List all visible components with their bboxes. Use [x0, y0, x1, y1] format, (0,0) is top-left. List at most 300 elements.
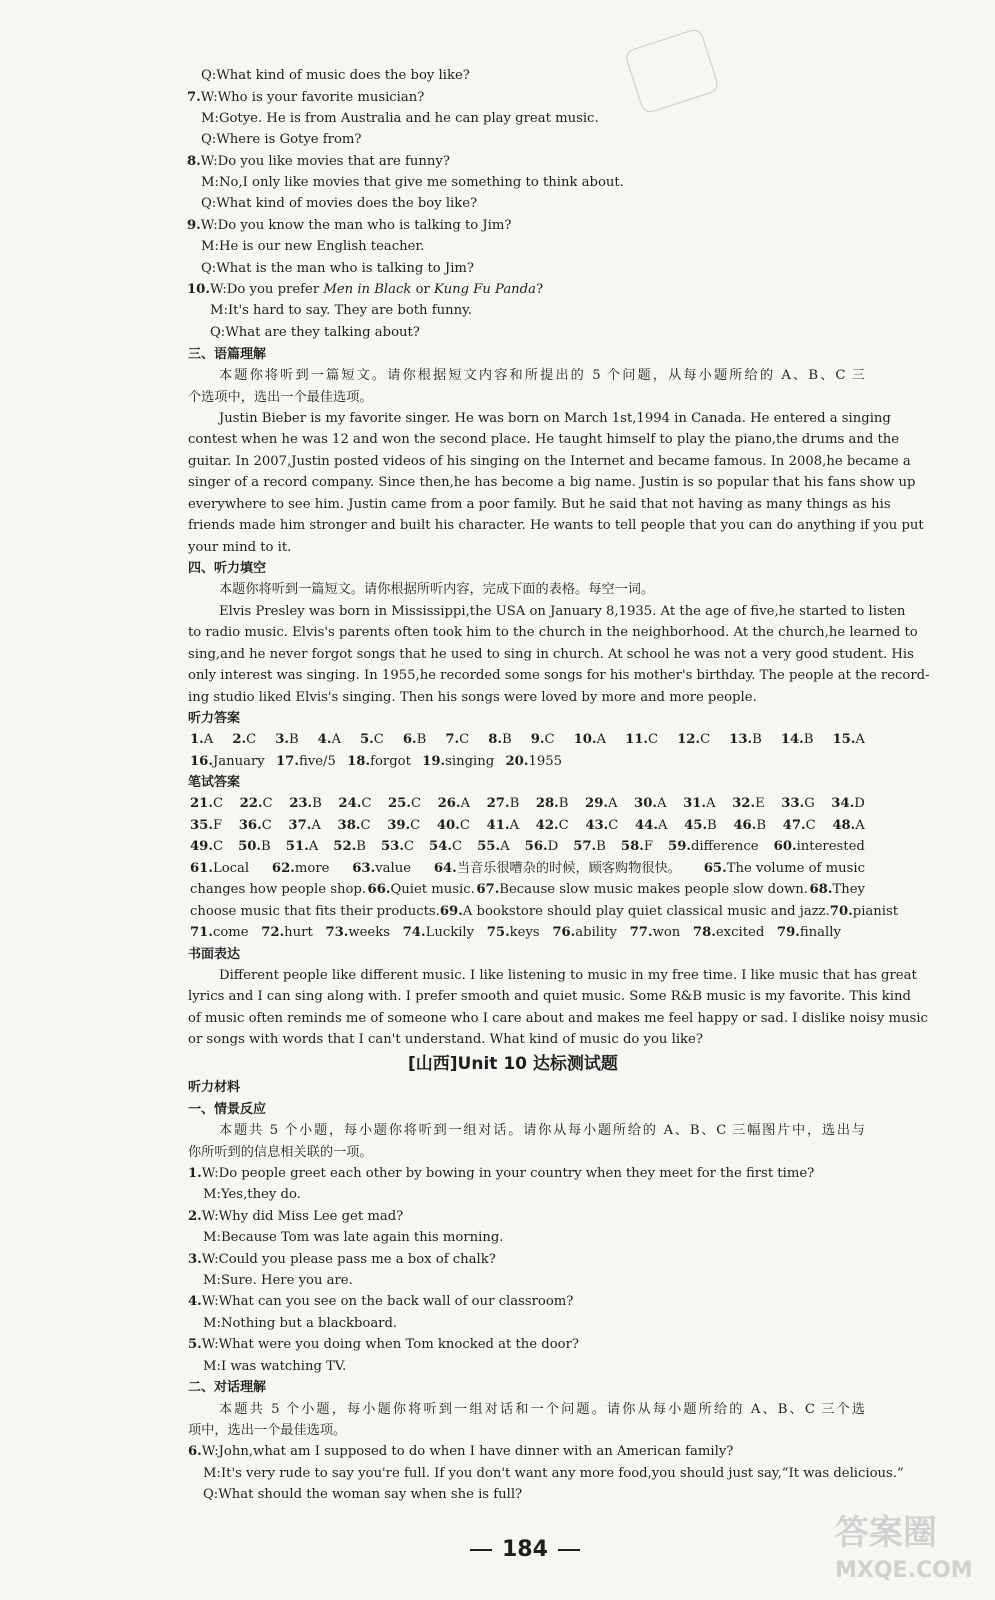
- item-number: 5.: [188, 1337, 202, 1352]
- answer-number: 77.: [629, 925, 653, 940]
- answer-item: [536, 793, 569, 815]
- answer-number: 51.: [285, 839, 309, 854]
- answer-number: 58.: [620, 839, 644, 854]
- answer-item: [635, 815, 667, 837]
- answer-value: A: [331, 732, 341, 747]
- section-heading: 三、语篇理解: [188, 347, 267, 362]
- answer-number: 35.: [190, 818, 213, 833]
- answer-number: 69.: [439, 904, 463, 919]
- page-number-text: 184: [502, 1537, 548, 1562]
- dialog-7-m: M:Gotye. He is from Australia and he can play great music.: [201, 111, 599, 126]
- answer-value: A: [311, 818, 321, 833]
- dash-left: [470, 1549, 492, 1551]
- item-number: 6.: [188, 1444, 202, 1459]
- answer-item: [774, 836, 865, 858]
- answer-number: 48.: [832, 818, 856, 833]
- watermark-url: MXQE.COM: [835, 1558, 973, 1583]
- answer-value: B: [502, 732, 512, 747]
- answer-value: C: [805, 818, 816, 833]
- answers-heading: 听力答案: [188, 711, 241, 726]
- answer-number: 28.: [535, 796, 559, 811]
- answer-item: [429, 836, 462, 858]
- dialog-8-w: [187, 151, 450, 173]
- answer-item: [488, 729, 511, 751]
- answer-number: 52.: [333, 839, 357, 854]
- dialog-u2-m: M:Because Tom was late again this morning.: [203, 1230, 504, 1245]
- answer-item: [272, 858, 330, 880]
- answer-item: [487, 815, 519, 837]
- answer-item: [781, 793, 815, 815]
- passage-line: Elvis Presley was born in Mississippi,the USA on January 8,1935. At the age of five,he started to listen: [219, 604, 906, 619]
- answer-value: B: [416, 732, 427, 747]
- answer-item: [403, 729, 426, 751]
- answer-number: 11.: [625, 732, 649, 747]
- dialog-u1-w: [188, 1163, 814, 1185]
- passage-line: to radio music. Elvis's parents often took him to the church in the neighborhood. At the church,he learned to: [188, 625, 918, 640]
- answer-row: [190, 858, 865, 880]
- answer-item: [190, 836, 223, 858]
- answer-item: [634, 793, 666, 815]
- answer-number: 4.: [317, 732, 332, 747]
- dialog-text: W:Do you prefer: [209, 282, 324, 297]
- section-heading: 二、对话理解: [188, 1380, 267, 1395]
- answer-value: C: [360, 818, 371, 833]
- dialog-line: W:Do you know the man who is talking to Jim?: [200, 218, 512, 233]
- answer-item: [809, 879, 865, 901]
- passage-line: sing,and he never forgot songs that he used to sing in church. At school he was not a very good student. His: [188, 647, 914, 662]
- answer-number: 15.: [832, 732, 856, 747]
- instruction: 本题共 5 个小题，每小题你将听到一组对话。请你从每小题所给的 A、B、C 三幅图片中，选出与: [219, 1123, 865, 1138]
- answer-item: [261, 922, 313, 944]
- answer-value: keys: [509, 925, 540, 940]
- dialog-u3-m: M:Sure. Here you are.: [203, 1273, 353, 1288]
- instruction: 项中，选出一个最佳选项。: [188, 1423, 347, 1438]
- answer-number: 10.: [573, 732, 597, 747]
- answer-item: [677, 729, 710, 751]
- passage-line: friends made him stronger and built his character. He wants to tell people that you can do anything if you put: [188, 518, 924, 533]
- answer-item: [190, 858, 249, 880]
- answer-item: [190, 922, 249, 944]
- answer-item: [239, 815, 272, 837]
- item-number: 9.: [187, 218, 201, 233]
- answer-item: [388, 793, 421, 815]
- answer-item: [434, 858, 681, 880]
- answer-value: C: [261, 818, 272, 833]
- answer-value: value: [375, 861, 412, 876]
- answer-number: 27.: [486, 796, 510, 811]
- dialog-line: W:Who is your favorite musician?: [200, 90, 425, 105]
- item-number: 3.: [188, 1252, 202, 1267]
- answer-number: 49.: [190, 839, 213, 854]
- answer-value: singing: [445, 754, 495, 769]
- answer-value: C: [403, 839, 415, 854]
- answer-value: E: [755, 796, 765, 811]
- answer-item: [190, 793, 223, 815]
- answer-number: 43.: [585, 818, 609, 833]
- passage-line: only interest was singing. In 1955,he recorded some songs for his mother's birthday. The people at the record-: [188, 668, 930, 683]
- answer-item: [437, 815, 470, 837]
- answer-item: [275, 729, 298, 751]
- answer-row: [190, 922, 841, 944]
- passage-line: everywhere to see him. Justin came from a poor family. But he said that not having as many things as his: [188, 497, 891, 512]
- movie-title: Men in Black: [323, 282, 412, 297]
- answer-item: [830, 901, 898, 923]
- answer-number: 33.: [781, 796, 805, 811]
- answer-value: C: [558, 818, 569, 833]
- answer-value: B: [312, 796, 322, 811]
- answer-item: [487, 922, 540, 944]
- answer-number: 14.: [780, 732, 804, 747]
- passage-line: your mind to it.: [188, 540, 292, 555]
- item-number: 2.: [188, 1209, 202, 1224]
- answer-item: [704, 858, 865, 880]
- dialog-10-q: Q:What are they talking about?: [210, 325, 420, 340]
- answer-number: 19.: [422, 754, 446, 769]
- dialog-7-w: [187, 87, 424, 109]
- dialog-6-m: M:It's very rude to say you're full. If you don't want any more food,you should just say,“It was delicious.”: [203, 1466, 904, 1481]
- dialog-10-m: M:It's hard to say. They are both funny.: [210, 303, 472, 318]
- answer-item: [190, 901, 440, 923]
- answer-item: [621, 836, 653, 858]
- answer-value: C: [452, 839, 463, 854]
- answer-number: 53.: [380, 839, 404, 854]
- answer-item: [318, 729, 341, 751]
- answer-value: B: [261, 839, 271, 854]
- answer-item: [831, 793, 865, 815]
- answer-item: [476, 879, 808, 901]
- answer-item: [440, 901, 830, 923]
- answer-value: B: [558, 796, 569, 811]
- dialog-u5-m: M:I was watching TV.: [203, 1359, 347, 1374]
- answer-number: 57.: [573, 839, 597, 854]
- answer-item: [505, 751, 562, 773]
- answer-value: changes how people shop.: [190, 882, 367, 897]
- dash-right: [558, 1549, 580, 1551]
- answer-number: 66.: [367, 882, 391, 897]
- answer-number: 23.: [289, 796, 313, 811]
- answer-value: B: [509, 796, 520, 811]
- passage-line: guitar. In 2007,Justin posted videos of his singing on the Internet and became famous. In 2008,he became a: [188, 454, 911, 469]
- answer-number: 13.: [729, 732, 753, 747]
- answer-value: come: [212, 925, 249, 940]
- answer-item: [238, 836, 271, 858]
- answer-number: 60.: [773, 839, 797, 854]
- answer-item: [387, 815, 420, 837]
- answer-value: ability: [575, 925, 617, 940]
- answer-value: F: [212, 818, 223, 833]
- answer-value: C: [544, 732, 555, 747]
- dialog-6-w: [188, 1441, 733, 1463]
- answer-value: C: [410, 796, 422, 811]
- answer-item: [573, 836, 606, 858]
- dialog-line: W:Could you please pass me a box of chalk?: [201, 1252, 496, 1267]
- passage-line: of music often reminds me of someone who I care about and makes me feel happy or sad. I dislike noisy music: [188, 1011, 928, 1026]
- passage-line: Justin Bieber is my favorite singer. He was born on March 1st,1994 in Canada. He entered a singing: [219, 411, 891, 426]
- answer-value: G: [804, 796, 815, 811]
- answer-item: [352, 858, 411, 880]
- answer-item: [338, 793, 371, 815]
- answer-number: 64.: [433, 861, 457, 876]
- answer-value: pianist: [852, 904, 899, 919]
- passage-line: Different people like different music. I like listening to music in my free time. I like music that has great: [219, 968, 917, 983]
- dialog-u1-m: M:Yes,they do.: [203, 1187, 301, 1202]
- dialog-line: W:What were you doing when Tom knocked at the door?: [201, 1337, 579, 1352]
- answer-number: 73.: [325, 925, 349, 940]
- answer-number: 41.: [486, 818, 510, 833]
- answer-item: [574, 729, 606, 751]
- answer-value: C: [410, 818, 421, 833]
- dialog-u5-w: [188, 1334, 579, 1356]
- answer-value: C: [373, 732, 384, 747]
- item-number: 8.: [187, 154, 201, 169]
- answer-number: 21.: [190, 796, 213, 811]
- answer-value: The volume of music: [726, 861, 865, 876]
- movie-title: Kung Fu Panda: [434, 282, 536, 297]
- item-number: 1.: [188, 1166, 202, 1181]
- answer-number: 25.: [387, 796, 411, 811]
- answer-value: D: [854, 796, 865, 811]
- watermark-text: 答案圈: [835, 1513, 937, 1553]
- answer-number: 72.: [261, 925, 285, 940]
- passage-line: lyrics and I can sing along with. I prefer smooth and quiet music. Some R&B music is my favorite. This kind: [188, 989, 911, 1004]
- dialog-line: W:Do people greet each other by bowing in your country when they meet for the first time?: [201, 1166, 815, 1181]
- answer-number: 5.: [359, 732, 374, 747]
- dialog-u3-w: [188, 1249, 496, 1271]
- answer-number: 26.: [437, 796, 461, 811]
- dialog-u4-m: M:Nothing but a blackboard.: [203, 1316, 398, 1331]
- dialog-6-q: Q:What should the woman say when she is full?: [203, 1487, 523, 1502]
- answer-value: A: [706, 796, 716, 811]
- answer-value: Because slow music makes people slow down.: [499, 882, 808, 897]
- answer-number: 16.: [190, 754, 213, 769]
- answer-item: [693, 922, 764, 944]
- answer-number: 29.: [585, 796, 608, 811]
- answer-number: 59.: [668, 839, 691, 854]
- answer-row: [190, 901, 899, 923]
- item-number: 10.: [187, 282, 210, 297]
- answer-value: C: [212, 839, 224, 854]
- answer-item: [733, 815, 766, 837]
- answer-item: [240, 793, 273, 815]
- answer-value: won: [652, 925, 681, 940]
- answer-number: 54.: [429, 839, 452, 854]
- page-number: [460, 1537, 590, 1562]
- dialog-8-q: Q:What kind of movies does the boy like?: [201, 196, 478, 211]
- dialog-u2-w: [188, 1206, 403, 1228]
- passage-line: or songs with words that I can't understand. What kind of music do you like?: [188, 1032, 703, 1047]
- answer-value: Quiet music.: [390, 882, 475, 897]
- answer-number: 34.: [831, 796, 855, 811]
- answer-item: [403, 922, 474, 944]
- answer-value: C: [700, 732, 711, 747]
- answer-value: B: [707, 818, 717, 833]
- answer-item: [668, 836, 759, 858]
- item-number: 7.: [187, 90, 201, 105]
- answer-item: [683, 793, 715, 815]
- answer-number: 7.: [445, 732, 460, 747]
- answer-number: 17.: [276, 754, 299, 769]
- answer-value: difference: [690, 839, 759, 854]
- answer-value: C: [246, 732, 257, 747]
- answer-number: 70.: [829, 904, 853, 919]
- answer-number: 46.: [733, 818, 757, 833]
- answer-item: [325, 922, 390, 944]
- answer-number: 42.: [535, 818, 559, 833]
- answer-item: [360, 729, 384, 751]
- answer-row: [190, 751, 562, 773]
- answer-item: [289, 793, 322, 815]
- answer-value: F: [643, 839, 653, 854]
- watermark-logo: [835, 1505, 973, 1583]
- answer-item: [585, 793, 617, 815]
- answer-item: [832, 815, 864, 837]
- answer-number: 76.: [552, 925, 576, 940]
- dialog-text: or: [411, 282, 435, 297]
- answer-number: 24.: [338, 796, 362, 811]
- answer-value: C: [459, 732, 470, 747]
- answer-number: 71.: [190, 925, 213, 940]
- answer-number: 37.: [288, 818, 312, 833]
- answer-value: B: [288, 732, 299, 747]
- answer-item: [190, 751, 265, 773]
- answer-value: C: [212, 796, 224, 811]
- dialog-9-m: M:He is our new English teacher.: [201, 239, 425, 254]
- answer-value: A: [308, 839, 319, 854]
- answer-value: B: [803, 732, 814, 747]
- answer-number: 38.: [337, 818, 361, 833]
- answer-item: [729, 729, 762, 751]
- answer-value: B: [756, 818, 767, 833]
- answer-number: 61.: [190, 861, 213, 876]
- instruction: 本题共 5 个小题，每小题你将听到一组对话和一个问题。请你从每小题所给的 A、B、C 三个选: [219, 1402, 865, 1417]
- answer-value: finally: [799, 925, 841, 940]
- answer-item: [190, 815, 222, 837]
- answer-number: 63.: [352, 861, 376, 876]
- dialog-line: W:Do you like movies that are funny?: [200, 154, 450, 169]
- answer-item: [438, 793, 470, 815]
- answer-number: 30.: [634, 796, 657, 811]
- answers-heading: 笔试答案: [188, 775, 241, 790]
- answer-number: 62.: [271, 861, 295, 876]
- instruction: 你所听到的信息相关联的一项。: [188, 1145, 373, 1160]
- answer-value: C: [459, 818, 470, 833]
- answer-number: 22.: [239, 796, 263, 811]
- dialog-text: ?: [535, 282, 544, 297]
- answer-number: 75.: [486, 925, 510, 940]
- answer-number: 68.: [809, 882, 833, 897]
- answer-value: 1955: [528, 754, 562, 769]
- dialog-9-w: [187, 215, 511, 237]
- answer-value: C: [361, 796, 372, 811]
- answer-number: 44.: [634, 818, 658, 833]
- answer-number: 20.: [505, 754, 529, 769]
- answer-value: A: [509, 818, 520, 833]
- unit-title: [山西]Unit 10 达标测试题: [408, 1054, 618, 1074]
- answer-value: B: [356, 839, 366, 854]
- answer-number: 12.: [677, 732, 701, 747]
- answer-value: A: [596, 732, 607, 747]
- answer-value: excited: [715, 925, 765, 940]
- answer-value: B: [752, 732, 762, 747]
- answer-number: 40.: [436, 818, 460, 833]
- answer-row: [190, 836, 865, 858]
- section-heading: 听力材料: [188, 1080, 241, 1095]
- dialog-10-w: [187, 279, 543, 301]
- answer-item: [338, 815, 371, 837]
- instruction: 本题你将听到一篇短文。请你根据所听内容，完成下面的表格。每空一词。: [219, 582, 655, 597]
- answer-number: 31.: [683, 796, 707, 811]
- answer-item: [477, 836, 509, 858]
- answer-row: [190, 879, 865, 901]
- answer-item: [630, 922, 681, 944]
- answer-number: 56.: [524, 839, 548, 854]
- passage-line: contest when he was 12 and won the second place. He taught himself to play the piano,the drums and the: [188, 432, 900, 447]
- answer-item: [781, 729, 814, 751]
- answer-value: hurt: [284, 925, 313, 940]
- answer-value: D: [547, 839, 559, 854]
- answer-number: 79.: [776, 925, 800, 940]
- answer-item: [684, 815, 717, 837]
- answer-value: A: [460, 796, 471, 811]
- answer-item: [381, 836, 414, 858]
- answer-value: C: [608, 818, 619, 833]
- instruction: 本题你将听到一篇短文。请你根据短文内容和所提出的 5 个问题，从每小题所给的 A、B、C 三: [219, 368, 865, 383]
- passage-line: singer of a record company. Since then,he has become a big name. Justin is so popular that his fans show up: [188, 475, 916, 490]
- answer-item: [832, 729, 864, 751]
- answer-value: A: [855, 818, 865, 833]
- instruction: 个选项中，选出一个最佳选项。: [188, 390, 373, 405]
- dialog-8-m: M:No,I only like movies that give me something to think about.: [201, 175, 624, 190]
- answer-item: [190, 879, 366, 901]
- answer-item: [232, 729, 256, 751]
- answer-item: [288, 815, 320, 837]
- answer-item: [368, 879, 475, 901]
- answer-number: 2.: [232, 732, 247, 747]
- answer-item: [422, 751, 494, 773]
- answer-number: 39.: [387, 818, 411, 833]
- answer-value: five/5: [298, 754, 336, 769]
- answer-value: A: [855, 732, 865, 747]
- dialog-line: W:What can you see on the back wall of our classroom?: [201, 1294, 574, 1309]
- answer-value: A: [607, 796, 618, 811]
- answer-value: weeks: [348, 925, 390, 940]
- answer-row: [190, 815, 865, 837]
- answer-value: A: [203, 732, 214, 747]
- answer-number: 45.: [684, 818, 708, 833]
- answer-number: 9.: [530, 732, 545, 747]
- answer-item: [286, 836, 318, 858]
- item-number: 4.: [188, 1294, 202, 1309]
- answer-number: 1.: [190, 732, 204, 747]
- dialog-9-q: Q:What is the man who is talking to Jim?: [201, 261, 474, 276]
- passage-line: ing studio liked Elvis's singing. Then his songs were loved by more and more people.: [188, 690, 757, 705]
- dialog-u4-w: [188, 1291, 573, 1313]
- answer-item: [552, 922, 617, 944]
- answer-number: 18.: [347, 754, 371, 769]
- answer-number: 32.: [732, 796, 756, 811]
- section-heading: 四、听力填空: [188, 561, 267, 576]
- answer-item: [783, 815, 816, 837]
- answer-value: A: [657, 796, 667, 811]
- answer-number: 50.: [238, 839, 262, 854]
- answer-item: [536, 815, 569, 837]
- answer-item: [445, 729, 469, 751]
- answer-number: 36.: [238, 818, 262, 833]
- answer-value: Luckily: [425, 925, 475, 940]
- answer-item: [585, 815, 618, 837]
- answer-value: Local: [212, 861, 250, 876]
- stamp-mark: [624, 27, 720, 114]
